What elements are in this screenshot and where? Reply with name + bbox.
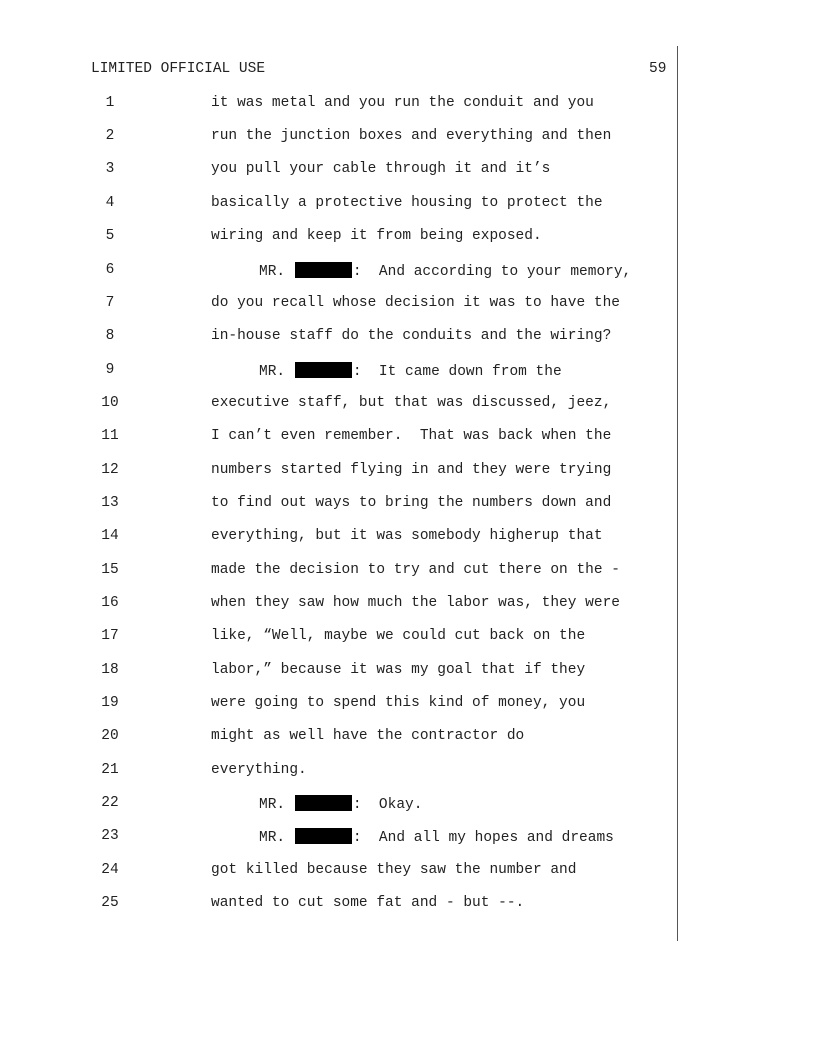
transcript-line [0, 762, 690, 782]
line-text: executive staff, but that was discussed, jeez, [211, 395, 612, 411]
line-text: when they saw how much the labor was, they were [211, 595, 620, 611]
line-text: do you recall whose decision it was to have the [211, 295, 620, 311]
transcript-line [0, 728, 690, 748]
line-number: 6 [105, 262, 115, 278]
line-text: wanted to cut some fat and - but --. [211, 895, 525, 911]
speech-text: : And all my hopes and dreams [352, 830, 614, 846]
line-text: basically a protective housing to protect the [211, 195, 603, 211]
line-text: to find out ways to bring the numbers down and [211, 495, 612, 511]
speaker-prefix: MR. [259, 797, 286, 813]
line-number: 24 [101, 862, 119, 878]
line-text: I can’t even remember. That was back when the [211, 428, 612, 444]
speaker-prefix: MR. [259, 264, 286, 280]
transcript-line [0, 95, 690, 115]
line-text: like, “Well, maybe we could cut back on the [211, 628, 586, 644]
line-number: 15 [101, 562, 119, 578]
line-number: 17 [101, 628, 119, 644]
transcript-line [0, 128, 690, 148]
speaker-line [259, 795, 422, 813]
classification-header: LIMITED OFFICIAL USE [91, 61, 266, 77]
transcript-line [0, 495, 690, 515]
line-number: 5 [105, 228, 115, 244]
line-number: 4 [105, 195, 115, 211]
transcript-line [0, 528, 690, 548]
speech-text: : It came down from the [352, 364, 562, 380]
redaction-block [295, 795, 352, 811]
transcript-line [0, 662, 690, 682]
transcript-line [0, 462, 690, 482]
transcript-line [0, 328, 690, 348]
line-text: everything. [211, 762, 307, 778]
line-number: 12 [101, 462, 119, 478]
line-number: 22 [101, 795, 119, 811]
transcript-line [0, 828, 690, 848]
line-text: in-house staff do the conduits and the wiring? [211, 328, 612, 344]
transcript-line [0, 895, 690, 915]
line-number: 1 [105, 95, 115, 111]
transcript-line [0, 795, 690, 815]
line-text: wiring and keep it from being exposed. [211, 228, 542, 244]
redaction-block [295, 362, 352, 378]
line-text: made the decision to try and cut there on the - [211, 562, 620, 578]
transcript-line [0, 562, 690, 582]
speaker-line [259, 262, 631, 280]
line-number: 19 [101, 695, 119, 711]
transcript-line [0, 195, 690, 215]
line-number: 2 [105, 128, 115, 144]
transcript-line [0, 262, 690, 282]
line-number: 13 [101, 495, 119, 511]
page-number: 59 [649, 61, 667, 77]
line-number: 3 [105, 161, 115, 177]
line-text: labor,” because it was my goal that if they [211, 662, 586, 678]
transcript-line [0, 428, 690, 448]
line-text: might as well have the contractor do [211, 728, 525, 744]
line-text: it was metal and you run the conduit and you [211, 95, 594, 111]
speaker-line [259, 828, 614, 846]
line-text: got killed because they saw the number and [211, 862, 577, 878]
line-text: were going to spend this kind of money, you [211, 695, 586, 711]
line-text: you pull your cable through it and it’s [211, 161, 551, 177]
line-number: 25 [101, 895, 119, 911]
line-number: 20 [101, 728, 119, 744]
speech-text: : Okay. [352, 797, 423, 813]
line-number: 21 [101, 762, 119, 778]
line-number: 11 [101, 428, 119, 444]
line-text: everything, but it was somebody higherup that [211, 528, 603, 544]
speech-text: : And according to your memory, [352, 264, 632, 280]
transcript-line [0, 695, 690, 715]
transcript-line [0, 595, 690, 615]
transcript-line [0, 862, 690, 882]
line-number: 7 [105, 295, 115, 311]
transcript-line [0, 228, 690, 248]
line-number: 16 [101, 595, 119, 611]
speaker-line [259, 362, 562, 380]
speaker-prefix: MR. [259, 830, 286, 846]
transcript-line [0, 161, 690, 181]
line-number: 10 [101, 395, 119, 411]
transcript-line [0, 395, 690, 415]
line-text: numbers started flying in and they were trying [211, 462, 612, 478]
line-number: 9 [105, 362, 115, 378]
line-number: 18 [101, 662, 119, 678]
transcript-line [0, 628, 690, 648]
speaker-prefix: MR. [259, 364, 286, 380]
transcript-line [0, 362, 690, 382]
line-number: 14 [101, 528, 119, 544]
redaction-block [295, 262, 352, 278]
redaction-block [295, 828, 352, 844]
line-text: run the junction boxes and everything and then [211, 128, 612, 144]
transcript-line [0, 295, 690, 315]
line-number: 23 [101, 828, 119, 844]
line-number: 8 [105, 328, 115, 344]
